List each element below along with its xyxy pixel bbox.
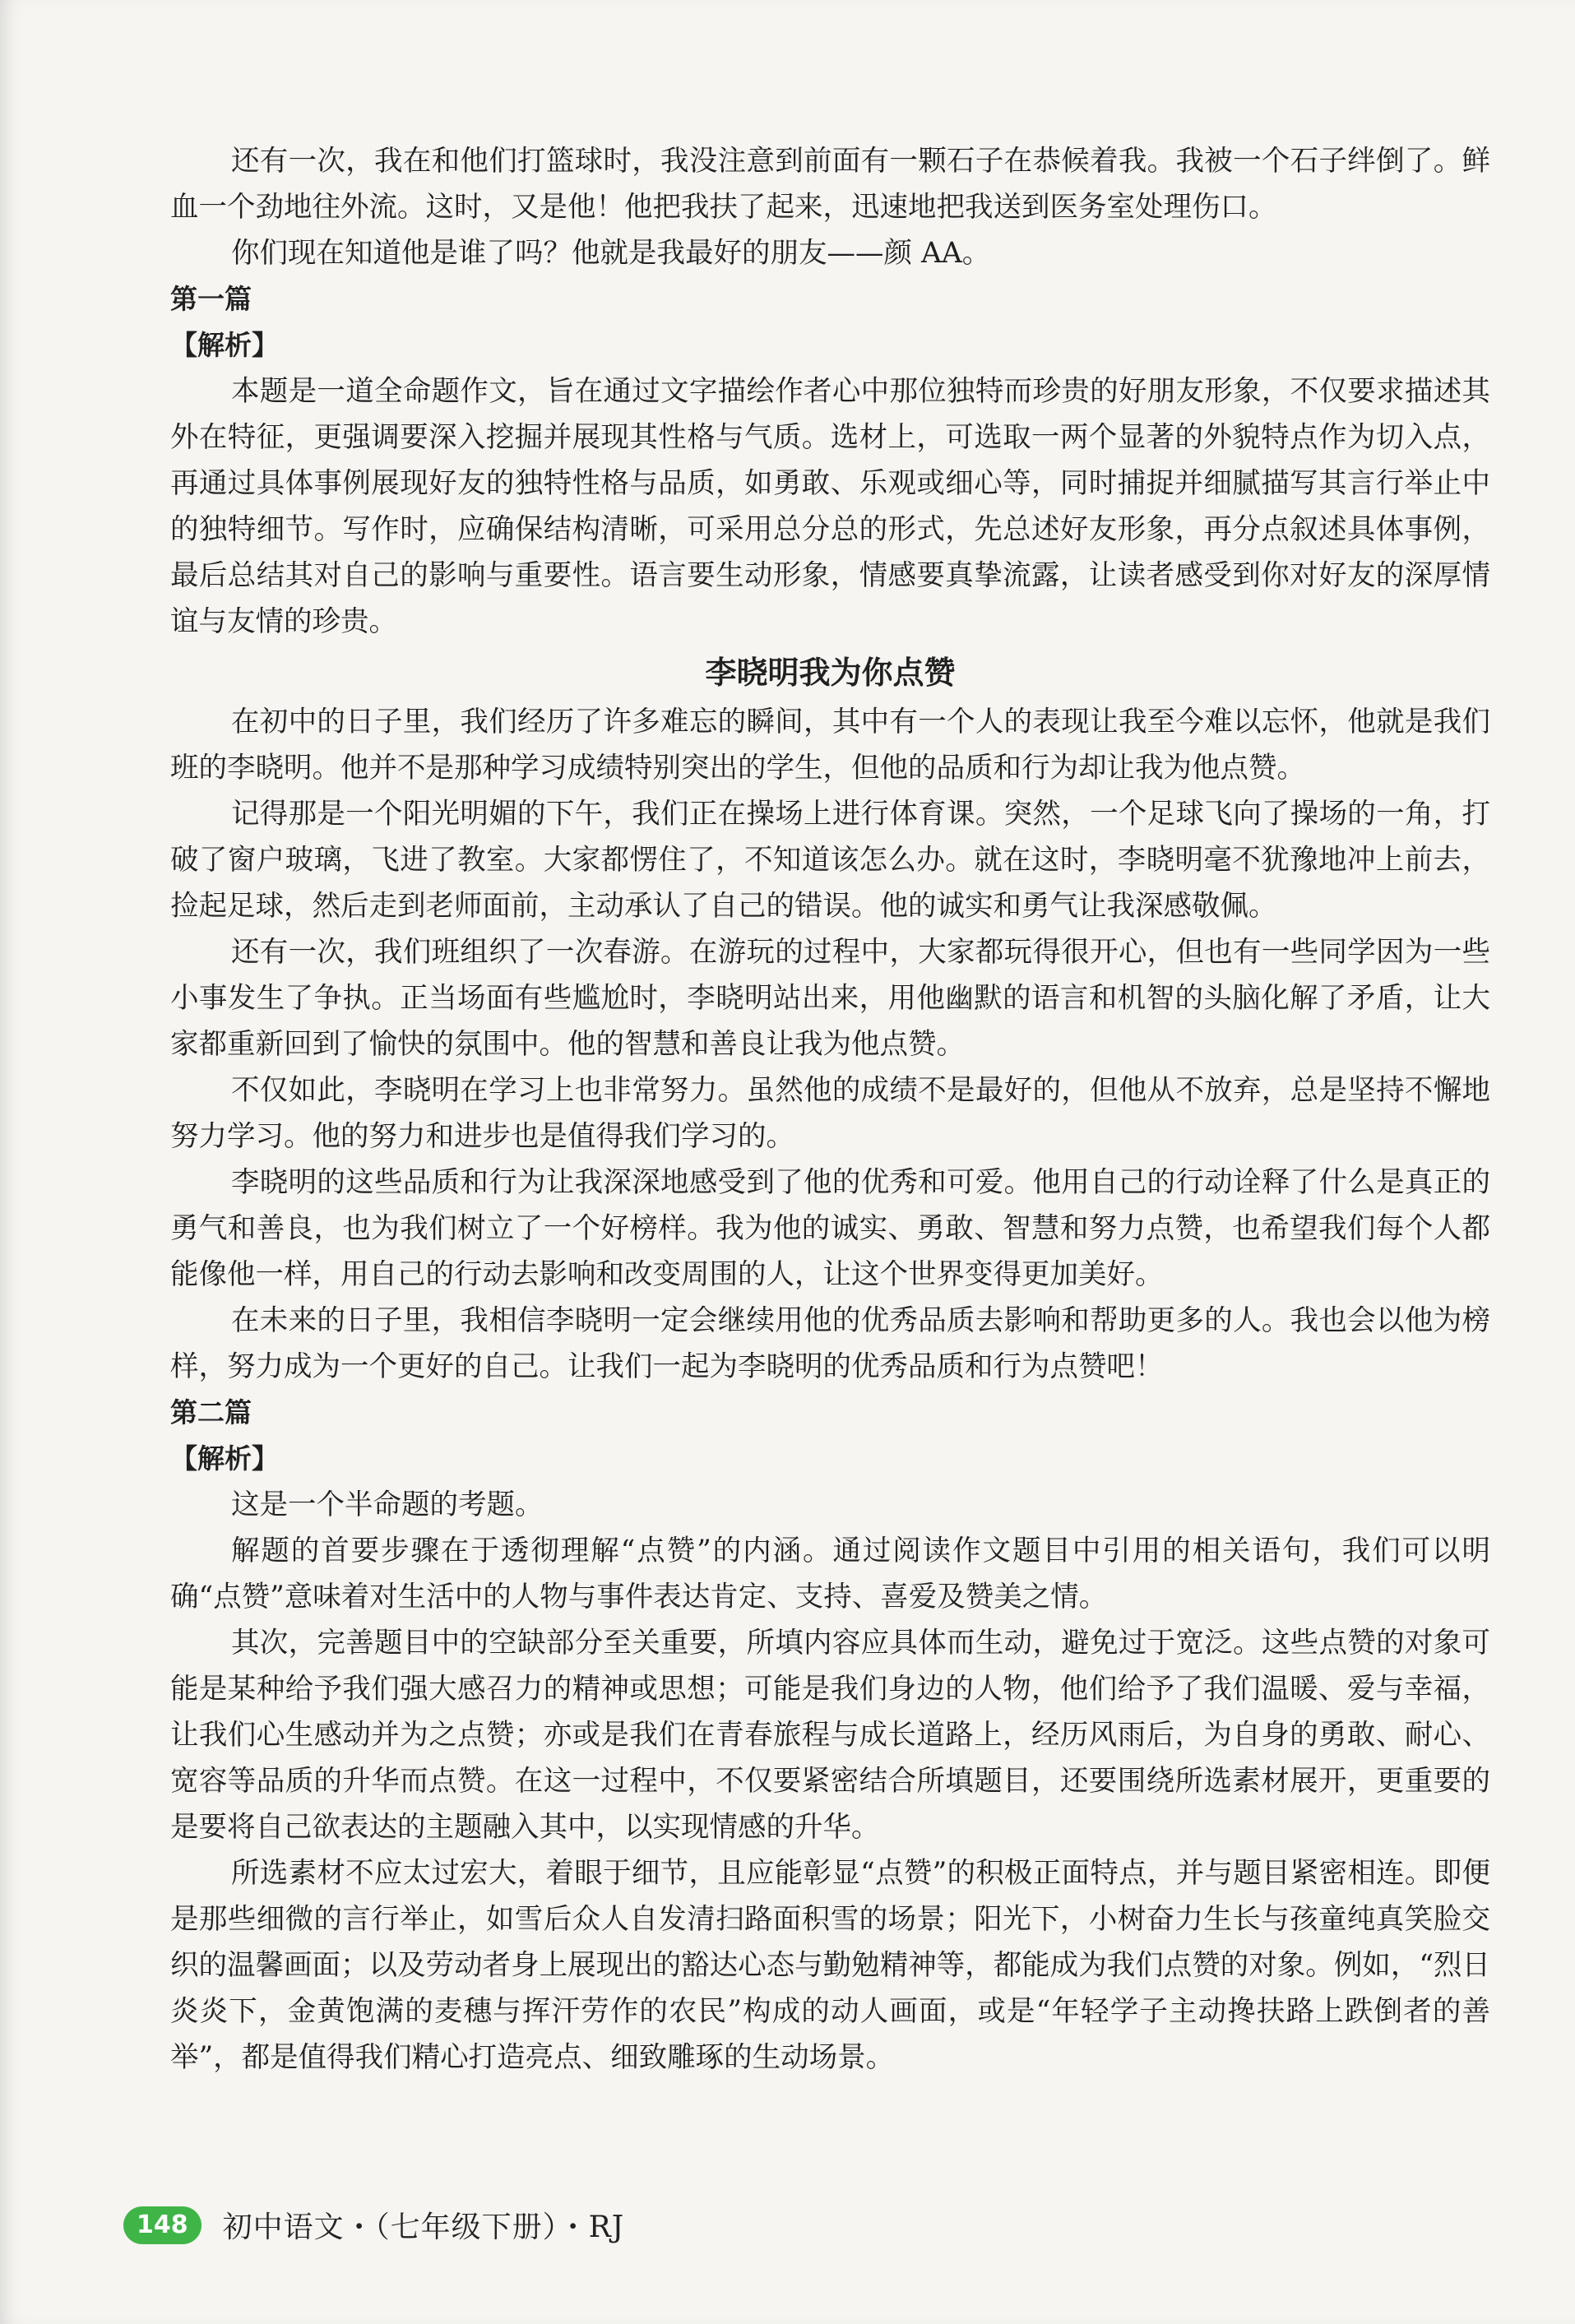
section-heading-second: 第二篇 [170,1396,252,1428]
analysis-label: 【解析】 [170,329,279,361]
page-number-badge: 148 [123,2206,202,2244]
paragraph: 在初中的日子里，我们经历了许多难忘的瞬间，其中有一个人的表现让我至今难以忘怀，他就是我们班的李晓明。他并不是那种学习成绩特别突出的学生，但他的品质和行为却让我为他点赞。 [170,706,1490,785]
section-heading-first: 第一篇 [170,283,252,315]
analysis-paragraph: 这是一个半命题的考题。 [231,1488,544,1521]
analysis-paragraph: 其次，完善题目中的空缺部分至关重要，所填内容应具体而生动，避免过于宽泛。这些点赞的对象可能是某种给予我们强大感召力的精神或思想；可能是我们身边的人物，他们给予了我们温暖、爱与幸福，让我们心生感动并为之点赞；亦或是我们在青春旅程与成长道路上，经历风雨后，为自身的勇敢、耐心、宽容等品质的升华而点赞。在这一过程中，不仅要紧密结合所填题目，还要围绕所选素材展开，更重要的是要将自己欲表达的主题融入其中，以实现情感的升华。 [170,1627,1490,1844]
paragraph: 你们现在知道他是谁了吗？他就是我最好的朋友——颜 AA。 [231,237,991,270]
paragraph: 还有一次，我们班组织了一次春游。在游玩的过程中，大家都玩得很开心，但也有一些同学因为一些小事发生了争执。正当场面有些尴尬时，李晓明站出来，用他幽默的语言和机智的头脑化解了矛盾，让大家都重新回到了愉快的氛围中。他的智慧和善良让我为他点赞。 [170,936,1490,1061]
analysis-label: 【解析】 [170,1442,279,1474]
essay-title: 李晓明我为你点赞 [705,654,956,691]
analysis-paragraph: 所选素材不应太过宏大，着眼于细节，且应能彰显“点赞”的积极正面特点，并与题目紧密相连。即便是那些细微的言行举止，如雪后众人自发清扫路面积雪的场景；阳光下，小树奋力生长与孩童纯真笑脸交织的温馨画面；以及劳动者身上展现出的豁达心态与勤勉精神等，都能成为我们点赞的对象。例如，“烈日炎炎下，金黄饱满的麦穗与挥汗劳作的农民”构成的动人画面，或是“年轻学子主动搀扶路上跌倒者的善举”，都是值得我们精心打造亮点、细致雕琢的生动场景。 [170,1857,1490,2074]
paragraph: 李晓明的这些品质和行为让我深深地感受到了他的优秀和可爱。他用自己的行动诠释了什么是真正的勇气和善良，也为我们树立了一个好榜样。我为他的诚实、勇敢、智慧和努力点赞，也希望我们每个人都能像他一样，用自己的行动去影响和改变周围的人，让这个世界变得更加美好。 [170,1166,1490,1291]
paragraph: 还有一次，我在和他们打篮球时，我没注意到前面有一颗石子在恭候着我。我被一个石子绊倒了。鲜血一个劲地往外流。这时，又是他！他把我扶了起来，迅速地把我送到医务室处理伤口。 [170,145,1490,224]
paragraph: 不仅如此，李晓明在学习上也非常努力。虽然他的成绩不是最好的，但他从不放弃，总是坚持不懈地努力学习。他的努力和进步也是值得我们学习的。 [170,1074,1490,1153]
paragraph: 在未来的日子里，我相信李晓明一定会继续用他的优秀品质去影响和帮助更多的人。我也会以他为榜样，努力成为一个更好的自己。让我们一起为李晓明的优秀品质和行为点赞吧！ [170,1304,1490,1383]
paragraph: 记得那是一个阳光明媚的下午，我们正在操场上进行体育课。突然，一个足球飞向了操场的一角，打破了窗户玻璃，飞进了教室。大家都愣住了，不知道该怎么办。就在这时，李晓明毫不犹豫地冲上前去，捡起足球，然后走到老师面前，主动承认了自己的错误。他的诚实和勇气让我深感敬佩。 [170,798,1490,923]
book-title: 初中语文・（七年级下册）・RJ [222,2211,625,2244]
analysis-paragraph: 解题的首要步骤在于透彻理解“点赞”的内涵。通过阅读作文题目中引用的相关语句，我们可以明确“点赞”意味着对生活中的人物与事件表达肯定、支持、喜爱及赞美之情。 [170,1535,1490,1613]
analysis-paragraph: 本题是一道全命题作文，旨在通过文字描绘作者心中那位独特而珍贵的好朋友形象，不仅要求描述其外在特征，更强调要深入挖掘并展现其性格与气质。选材上，可选取一两个显著的外貌特点作为切入点，再通过具体事例展现好友的独特性格与品质，如勇敢、乐观或细心等，同时捕捉并细腻描写其言行举止中的独特细节。写作时，应确保结构清晰，可采用总分总的形式，先总述好友形象，再分点叙述具体事例，最后总结其对自己的影响与重要性。语言要生动形象，情感要真挚流露，让读者感受到你对好友的深厚情谊与友情的珍贵。 [170,375,1490,638]
page-footer [123,2204,624,2246]
page-content [170,138,1490,2081]
